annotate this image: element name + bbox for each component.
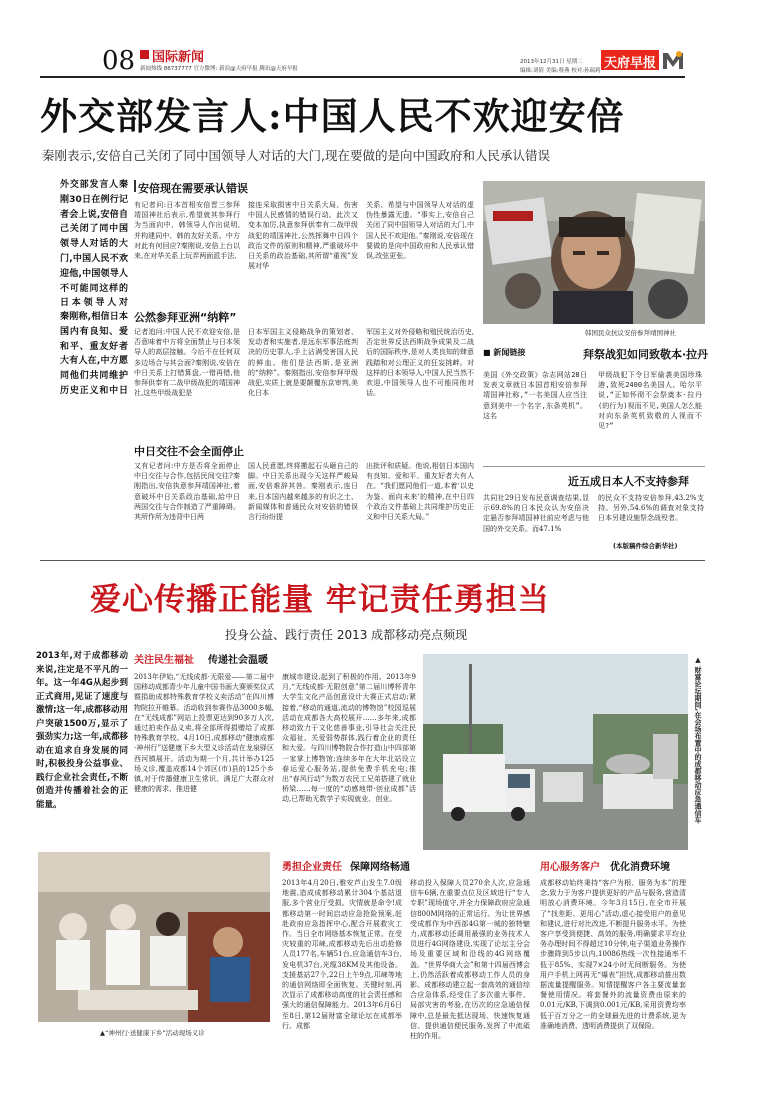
sec2-col1: 2013年4月20日,雅安芦山发生7.0级地震,造成成都移动累计304个基站退服,多个营业厅受损。灾情就是命令!成都移动第一时间启动应急抢险预案,赶赴政府应急指挥中心,配合开展救灾工作。当日全市网络基本恢复正常。在受灾较重的邛崃,成都移动先后出动抢修人员177名,车辆51台,应急通信车3台,发电机37台,光缆38KM及其他设备。支援基站27个,22日上午9点,邛崃等地的通信网络即全面恢复。关键时刻,再次显示了成都移动高度的社会责任感和强大的通信保障能力。2013年6月6日至8日,第12届财富全球论坛在成都举行。成都 [282,879,402,1030]
article1-lead: 外交部发言人秦刚30日在例行记者会上说,安倍自己关闭了同中国领导人对话的大门,中国人民不欢迎他,中国领导人不可能同这样的日本领导人对 [60,180,128,309]
article1-s1-col2: 接连采取损害中日关系大局、伤害中国人民感情的错误行动。此次又变本加厉,执意参拜供奉有二战甲级战犯的靖国神社,公然挥舞中日四个政治文件的原则和精神,严重破坏中日关系的政治基础,其所谓“重视”发展对华 [248,201,358,271]
sec1-tag: 关注民生福祉 [134,655,194,666]
masthead-rule [40,76,685,78]
poll-rule [483,466,705,467]
article1-subhead-3: 中日交往不会全面停止 [134,445,244,458]
article1-subhead-1: 安倍现在需要承认错误 [138,182,248,195]
sec3-tag: 用心服务客户 [540,862,600,873]
sec1-col1: 2013年伊始,“无线成都·无限爱——第二届中国移动成都青少年儿童中国书画大赛颁奖仪式暨捐助成都特殊教育学校义卖活动”在四川博物院拉开帷幕。活动收到参赛作品3000多幅,在“无线成都”网站上投票更达到90多万人次,通过拍卖作品义卖,将全部所得捐赠给了成都特殊教育学校。4月10日,成都移动“健康成都·神州行”送健康下乡大型义诊活动在龙泉驿区西河镇展开。活动为期一个月,共计举办125场义诊,覆盖成都14个郊区(市)县的125个乡镇,对于传播健康卫生常识、满足广大群众对健康的需求、推进健 [134,673,274,794]
poll-col1: 共同社29日发布民意调查结果,显示69.8%的日本民众认为安倍决定悬否参拜靖国神社前应考虑与他国的外交关系。而47.1% [483,494,589,533]
article1-subhead-2: 公然参拜亚洲“纳粹” [134,311,237,324]
sec2-title: 保障网络畅通 [350,862,410,873]
article2-deck: 投身公益、践行责任 2013 成都移动亮点频现 [225,628,468,642]
sec3-col1: 成都移动始终秉持“客户为根、服务为本”的理念,致力于为客户提供更好的产品与服务,营造清明放心消费环境。今年3月15日,在全市开展了“找差距、更用心”活动,虚心接受用户的意见和建议,进行对比改进,不断提升服务水平。为使客户享受到便捷、高效的服务,明确要求平均业务办理时间不得超过10分钟,电子渠道业务操作步骤降到5步以内,10086热线一次性接通率不低于85%、实现7×24小时无间断服务。为使用户手机上网再无“爆表”担忧,成都移动推出数据流量提醒服务。知情提醒客户各主要流量套餐使用情况。将套餐外的流量资费由原来的0.01元/KB,下调到0.001元/KB,采用资费均率低于百万分之一的全球最先进的计费系统,更为准确地消费、透明消费提供了双保险。 [540,879,686,1030]
poll-source: (本版稿件综合新华社) [613,542,678,550]
truck-photo-caption: ▲ 财富论坛期间,在会场布置中的成都移动应急通信车 [694,656,702,824]
article1-subhead-bar [134,180,136,192]
sidebar-body-left: 美国《外交政策》杂志网站28日发表文章就日本国首相安倍参拜靖国神社称,“一名美国人应当注意到美中一个名字,东条英机”。这名 [483,371,587,420]
article1-s2-col1: 记者追问:中国人民不欢迎安倍,是否意味着中方将全面禁止与日本领导人的高层接触。今后不在任何双多边场合与其会面?秦刚说,安倍在中日关系上打错算盘,一错再错,他参拜供奉有二战甲级战犯的靖国神社,这些甲级战犯是 [134,328,240,398]
section-divider [40,560,705,561]
masthead-editors: 编辑:刘倩 美编:蔡燕 校对:孙瑞莉 [520,68,601,74]
protest-photo [483,181,705,324]
clinic-photo [38,852,270,1022]
article1-headline: 外交部发言人:中国人民不欢迎安倍 [40,94,625,138]
article1-lead2: 秦刚称,相信日本国内有良知、爱和平、重友好者大有人在,中方愿同他们共同维护历史正义和中日 [60,312,128,396]
sec1-col2: 康城市建设,起到了积极的作用。2013年9月,“无线成都·无限创意”第二届川博杯青年大学生文化产品创意设计大赛正式启动;紧接着,“移动的通道,流动的博物馆”校园巡展活动在成都各大高校展开……多年来,成都移动致力于文化慈善事业,引导社会关注民众福祉、关爱弱势群体,践行着企业的责任和大爱。与四川博物院合作打造山中四部第一家掌上博物馆;连续多年在大年北站设立春运爱心服务站,提供免费手机充电;推出“春风行动”为数万农民工兄弟搭建了就业桥梁……每一度的“动感地带·创业成都”活动,已帮助无数学子实现就业、创业。 [282,673,416,804]
page-number: 08 [102,46,136,76]
paper-logo-text: 天府早报 [604,56,657,71]
section-title: 国际新闻 [152,50,205,65]
article1-s3-col2: 国人民意愿,终将搬起石头砸自己的脚。中日关系出现今天这样严峻局面,安倍难辞其咎。秦刚表示,连日来,日本国内越来越多的有识之士、新闻媒体和普通民众对安倍的错误言行纷纷提 [248,462,358,522]
masthead-meta-left: 新闻热线 86737777 官方微博: 新浪@天府早报 腾讯@天府早报 [140,66,298,72]
article1-s2-col3: 军国主义对外侵略和殖民统治历史,否定世界反法西斯战争成果及二战后的国际秩序,是对人类良知的肆意践踏和对公理正义的狂妄挑衅。对这样的日本领导人,中国人民当然不欢迎,中国领导人也不可能同他对话。 [366,328,474,398]
article1-s3-col3: 出批评和质疑。他说,相信日本国内有良知、爱和平、重友好者大有人在。“我们愿同他们一道,本着‘以史为鉴、面向未来’的精神,在中日四个政治文件基础上共同维护历史正义和中日关系大局。” [366,462,474,522]
article1-deck: 秦刚表示,安倍自己关闭了同中国领导人对话的大门,现在要做的是向中国政府和人民承认错误 [42,148,550,163]
poll-title: 近五成日本人不支持参拜 [568,475,689,488]
masthead-date: 2013年12月31日 星期二 [520,59,583,65]
sec1-title: 传递社会温暖 [208,655,268,666]
sidebar-title: 拜祭战犯如同致敬本·拉丹 [583,348,709,361]
m-logo-icon [662,50,684,70]
truck-photo [423,654,688,850]
sec2-tag: 勇担企业责任 [282,862,342,873]
sidebar-tag: ■ 新闻链接 [483,348,526,357]
article1-s1-col3: 关系、希望与中国领导人对话的虚伪性暴露无遗。“事实上,安倍自己关闭了同中国领导人对话的大门,中国人民不欢迎他。”秦刚说,安倍现在要做的是向中国政府和人民承认错误,改弦更张。 [366,201,474,261]
sec2-col2: 移动投入保障人员270余人次,应急通信车6辆,在重要点位及区域进行“专人专职”现场值守,并全力保障政府应急通信800M网络的正常运行。为让世界感受成都作为中西部4G第一城的独特魅力,成都移动还调用最强的业务技术人员进行4G网络建设,实现了论坛主分会场及重要区域和沿线的4G网络覆盖。“世界华商大会”和第十四届西博会上,仍然活跃着成都移动工作人员的身影。成都移动建立起一套高效的通信综合应急体系,经受住了多次重大事件、局部灾害的考验,在历次的应急通信保障中,总是最先抵达现场、快速恢复通信、提供通信便民服务,发挥了中流砥柱的作用。 [410,879,530,1040]
section-marker [140,50,149,59]
sec3-title: 优化消费环境 [610,862,670,873]
article2-lead: 2013年,对于成都移动来说,注定是不平凡的一年。这一年4G从起步到正式商用,见证了速度与激情;这一年,成都移动用户突破1500万,显示了强劲实力;这一年,成都移动在追求自身发展的同时,积极投身公益事业、践行企业社会责任,不断创造并传播着社会的正能量。 [36,651,128,810]
article1-s3-col1: 又有记者问:中方是否将全面停止中日交往与合作,包括民间交往?秦刚指出,安倍执意参拜靖国神社,着意破坏中日关系政治基础,給中日两国交往与合作制造了严重障碍。其所作所为违背中日两 [134,462,240,522]
clinic-photo-caption: ▲“神州行·送健康下乡”活动现场义诊 [100,1029,205,1037]
article2-headline: 爱心传播正能量 牢记责任勇担当 [90,582,550,618]
article1-s2-col2: 日本军国主义侵略战争的策划者、发动者和实施者,是远东军事法庭判决的历史罪人,手上沾满受害国人民的鲜血。他们是法西斯,是亚洲的“纳粹”。秦刚指出,安倍参拜甲级战犯,实质上就是要颠覆东京审判,美化日本 [248,328,358,398]
protest-photo-caption: 韩国民众抗议安倍参拜靖国神社 [585,329,676,337]
poll-col2: 的民众不支持安倍参拜,43.2%支持。另外,54.6%的调查对象支持日本另建设施祭念战殁者。 [598,494,704,523]
sidebar-body-right: 甲级战犯下令日军偷袭美国珍珠港,致死2400名美国人。哈尔平说,“正如怀彻不会祭奠本·拉丹(的行为)视而不见,美国人怎么能对向东条英机致敬的人视而不见?” [598,371,702,431]
article1-s1-col1: 有记者问:日本首相安倍晋三参拜靖国神社后表示,希望就其参拜行为当面向中、韩领导人作出说明,并构建同中、韩的友好关系。中方对此有何回应?秦刚说,安倍上台以来,在对华关系上玩弄两面派手法, [134,201,240,261]
